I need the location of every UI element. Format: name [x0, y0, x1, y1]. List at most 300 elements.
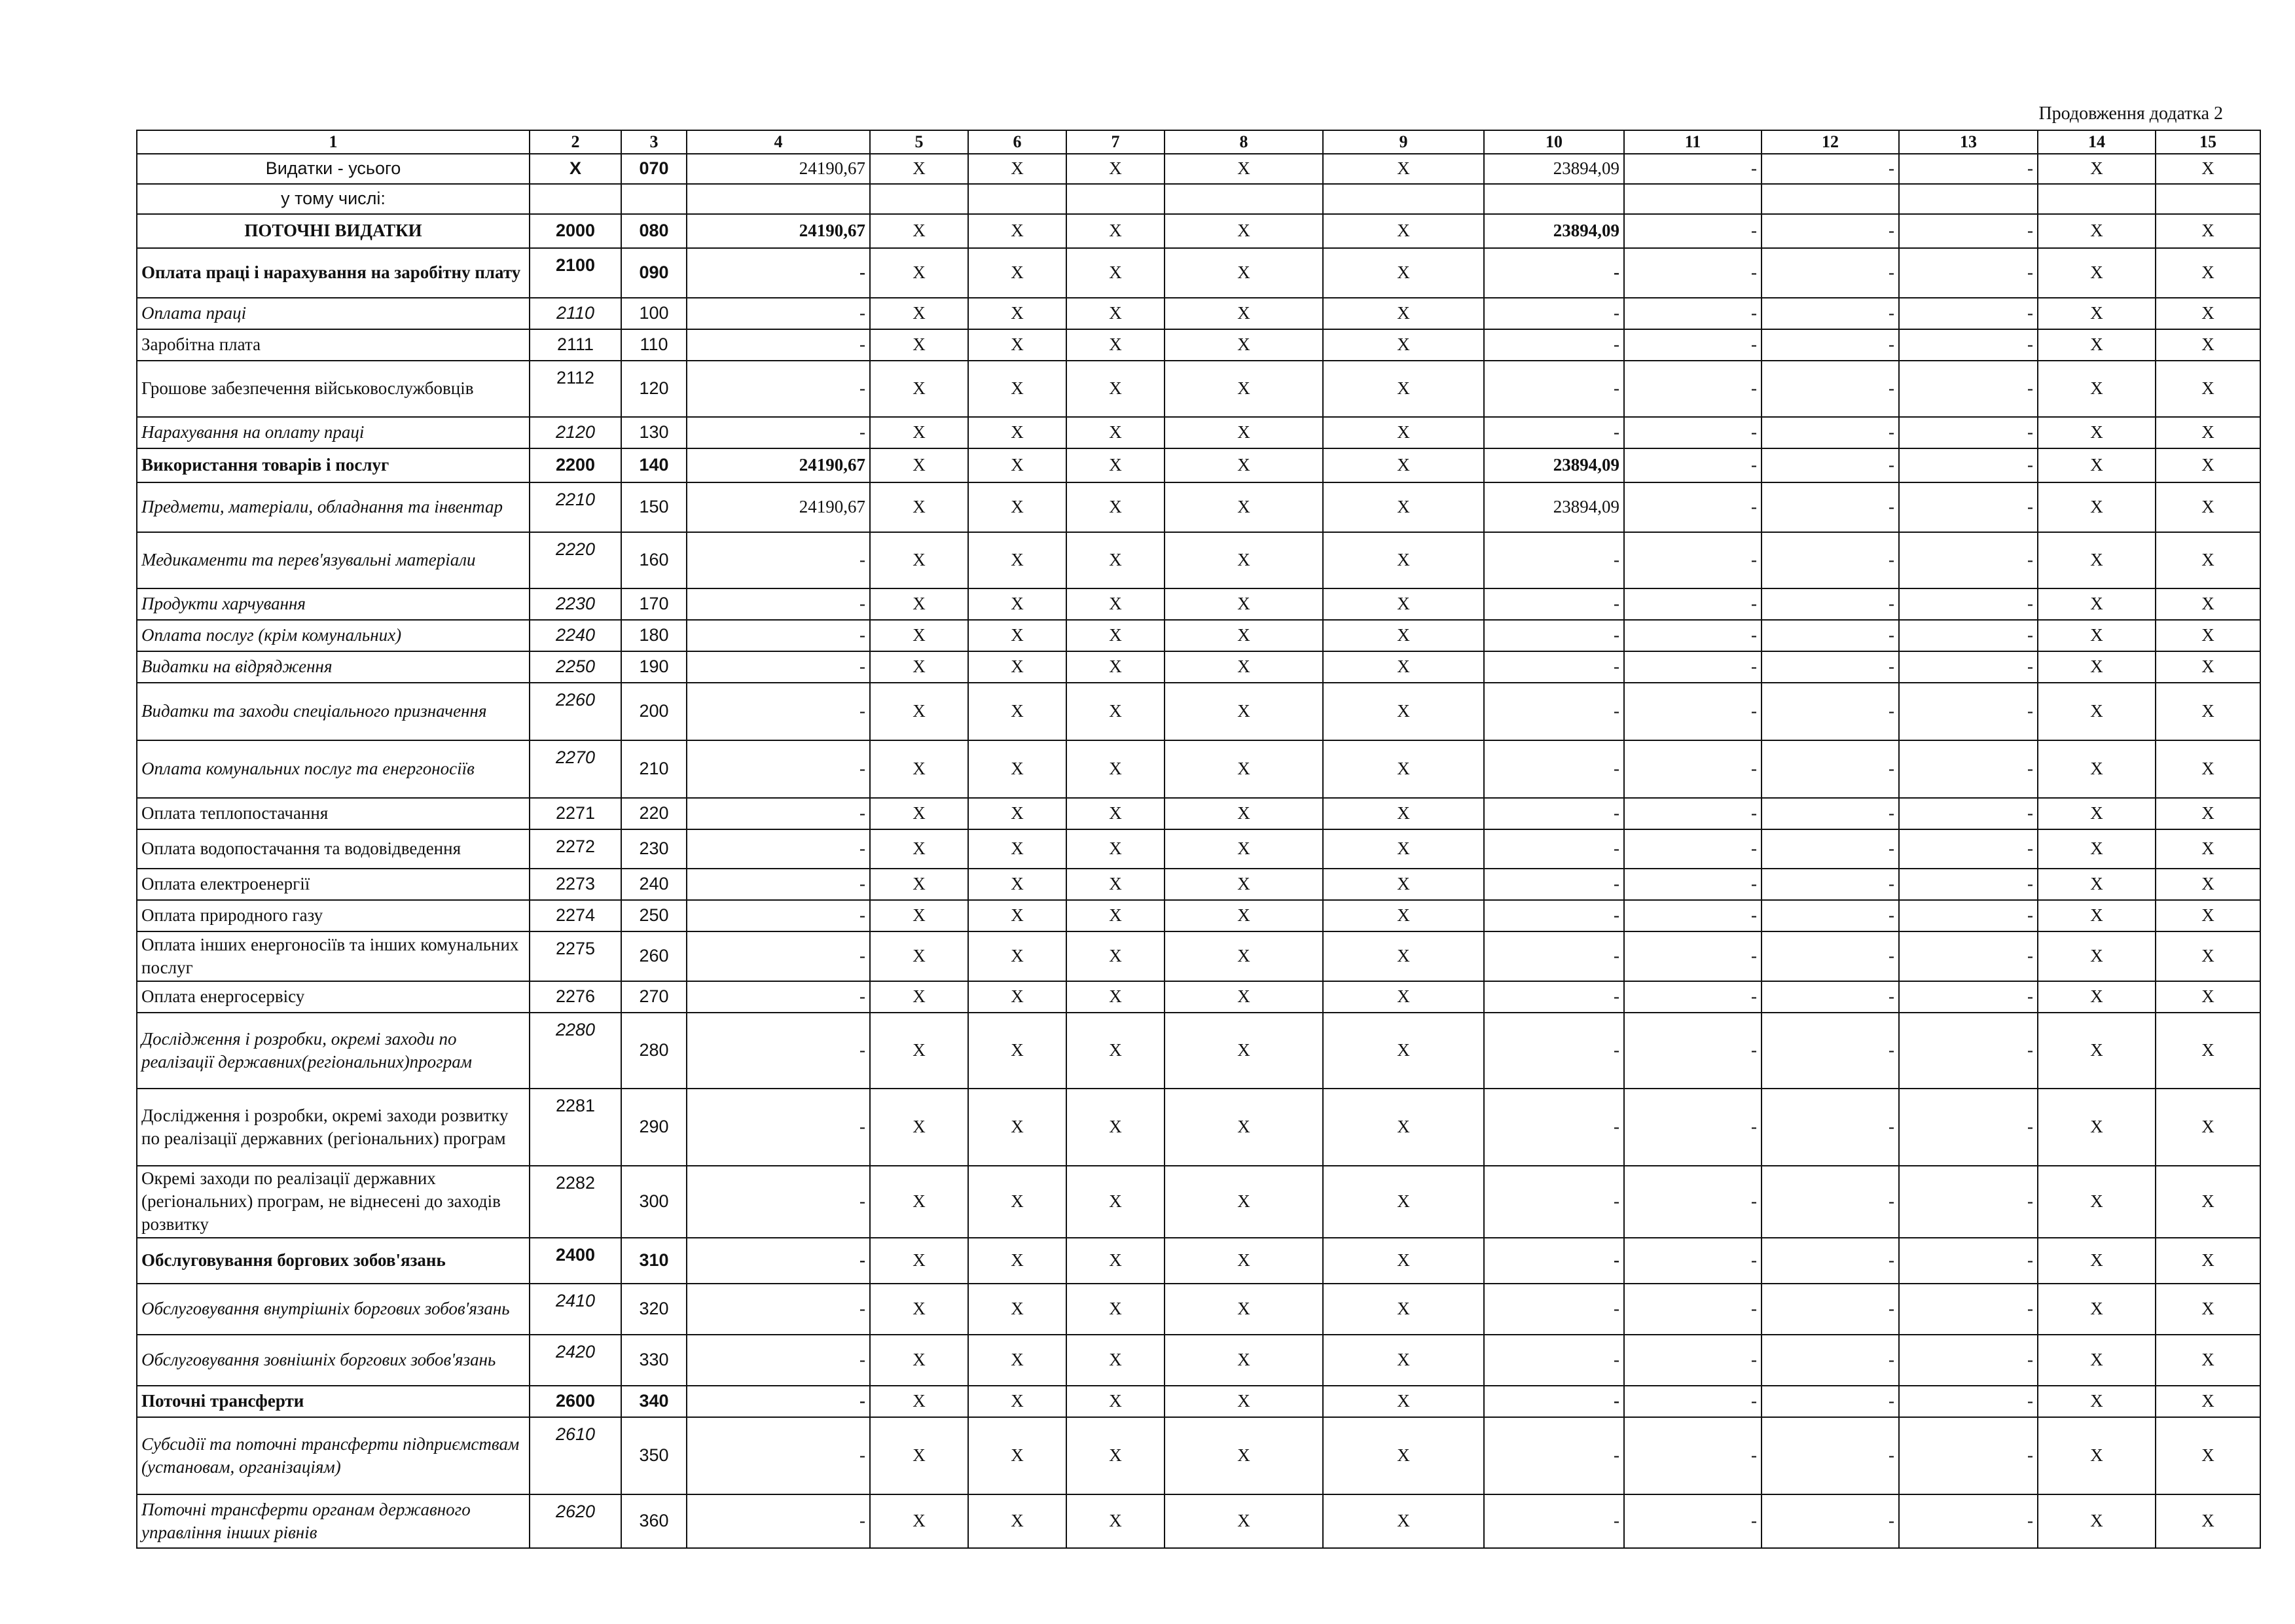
line-code: 190: [621, 651, 687, 683]
value-col-5: Х: [870, 1494, 968, 1548]
value-col-9: Х: [1323, 1166, 1484, 1238]
value-col-9: Х: [1323, 829, 1484, 869]
line-code: 200: [621, 683, 687, 740]
kekv-code: 2281: [530, 1089, 621, 1166]
kekv-code: 2111: [530, 329, 621, 361]
value-col-10: -: [1484, 1417, 1624, 1494]
value-col-8: Х: [1165, 1335, 1323, 1386]
value-col-15: Х: [2156, 981, 2260, 1013]
value-col-14: Х: [2038, 448, 2156, 482]
value-col-9: Х: [1323, 900, 1484, 931]
value-col-12: -: [1762, 620, 1899, 651]
value-col-13: -: [1899, 1284, 2038, 1335]
value-col-14: Х: [2038, 869, 2156, 900]
column-number-10: 10: [1484, 130, 1624, 154]
value-col-6: Х: [968, 214, 1066, 248]
value-col-10: 23894,09: [1484, 214, 1624, 248]
value-col-8: Х: [1165, 900, 1323, 931]
value-col-14: Х: [2038, 588, 2156, 620]
value-col-6: Х: [968, 361, 1066, 417]
value-col-14: Х: [2038, 683, 2156, 740]
value-col-10: 23894,09: [1484, 154, 1624, 184]
column-number-4: 4: [687, 130, 870, 154]
value-col-7: Х: [1066, 329, 1165, 361]
column-number-row: [137, 130, 2260, 154]
value-col-10: [1484, 184, 1624, 214]
value-col-10: -: [1484, 248, 1624, 298]
value-col-9: Х: [1323, 482, 1484, 532]
value-col-7: Х: [1066, 1166, 1165, 1238]
value-col-10: -: [1484, 683, 1624, 740]
value-col-9: Х: [1323, 981, 1484, 1013]
value-col-9: Х: [1323, 1238, 1484, 1284]
kekv-code: 2600: [530, 1386, 621, 1417]
value-col-6: Х: [968, 1089, 1066, 1166]
value-col-7: Х: [1066, 931, 1165, 981]
value-col-4: -: [687, 417, 870, 448]
value-col-13: -: [1899, 1013, 2038, 1089]
value-col-14: Х: [2038, 482, 2156, 532]
value-col-6: Х: [968, 448, 1066, 482]
row-label: Дослідження і розробки, окремі заходи розвитку по реалізації державних (регіональних) програм: [137, 1089, 530, 1166]
value-col-15: Х: [2156, 740, 2260, 798]
value-col-13: -: [1899, 1089, 2038, 1166]
value-col-7: Х: [1066, 620, 1165, 651]
value-col-10: -: [1484, 651, 1624, 683]
value-col-14: Х: [2038, 1166, 2156, 1238]
value-col-9: Х: [1323, 798, 1484, 829]
value-col-14: Х: [2038, 532, 2156, 588]
value-col-10: -: [1484, 361, 1624, 417]
value-col-6: Х: [968, 829, 1066, 869]
value-col-8: Х: [1165, 1386, 1323, 1417]
value-col-10: -: [1484, 329, 1624, 361]
line-code: 180: [621, 620, 687, 651]
value-col-4: -: [687, 981, 870, 1013]
kekv-code: 2210: [530, 482, 621, 532]
row-label: Оплата комунальних послуг та енергоносіїв: [137, 740, 530, 798]
value-col-4: -: [687, 683, 870, 740]
value-col-9: Х: [1323, 1335, 1484, 1386]
value-col-10: -: [1484, 1386, 1624, 1417]
row-label: Оплата природного газу: [137, 900, 530, 931]
value-col-5: Х: [870, 1417, 968, 1494]
value-col-11: -: [1624, 154, 1762, 184]
value-col-10: 23894,09: [1484, 448, 1624, 482]
value-col-5: Х: [870, 329, 968, 361]
row-label: Медикаменти та перев'язувальні матеріали: [137, 532, 530, 588]
value-col-8: Х: [1165, 931, 1323, 981]
value-col-15: Х: [2156, 154, 2260, 184]
value-col-15: Х: [2156, 1238, 2260, 1284]
value-col-7: Х: [1066, 248, 1165, 298]
value-col-8: Х: [1165, 298, 1323, 329]
continuation-caption: Продовження додатка 2: [2038, 103, 2223, 124]
value-col-6: Х: [968, 931, 1066, 981]
value-col-12: -: [1762, 1335, 1899, 1386]
value-col-9: Х: [1323, 1417, 1484, 1494]
row-label: Нарахування на оплату праці: [137, 417, 530, 448]
value-col-5: Х: [870, 981, 968, 1013]
value-col-5: Х: [870, 931, 968, 981]
value-col-7: Х: [1066, 798, 1165, 829]
value-col-14: Х: [2038, 740, 2156, 798]
value-col-12: -: [1762, 532, 1899, 588]
table-row: [137, 448, 2260, 482]
value-col-5: Х: [870, 1386, 968, 1417]
kekv-code: 2112: [530, 361, 621, 417]
line-code: 070: [621, 154, 687, 184]
value-col-13: -: [1899, 869, 2038, 900]
value-col-5: Х: [870, 798, 968, 829]
line-code: 090: [621, 248, 687, 298]
value-col-7: Х: [1066, 482, 1165, 532]
value-col-7: Х: [1066, 361, 1165, 417]
value-col-5: Х: [870, 1238, 968, 1284]
line-code: 240: [621, 869, 687, 900]
row-label: Оплата електроенергії: [137, 869, 530, 900]
value-col-4: -: [687, 1494, 870, 1548]
value-col-7: Х: [1066, 1089, 1165, 1166]
kekv-code: 2420: [530, 1335, 621, 1386]
table-row: [137, 588, 2260, 620]
value-col-14: Х: [2038, 154, 2156, 184]
value-col-14: Х: [2038, 829, 2156, 869]
value-col-13: -: [1899, 361, 2038, 417]
value-col-6: Х: [968, 683, 1066, 740]
line-code: 250: [621, 900, 687, 931]
value-col-11: -: [1624, 931, 1762, 981]
value-col-4: -: [687, 298, 870, 329]
value-col-7: Х: [1066, 1417, 1165, 1494]
value-col-12: -: [1762, 417, 1899, 448]
value-col-6: Х: [968, 1417, 1066, 1494]
column-number-12: 12: [1762, 130, 1899, 154]
line-code: 330: [621, 1335, 687, 1386]
value-col-13: -: [1899, 740, 2038, 798]
value-col-8: Х: [1165, 1494, 1323, 1548]
value-col-12: -: [1762, 683, 1899, 740]
line-code: 300: [621, 1166, 687, 1238]
value-col-12: -: [1762, 154, 1899, 184]
value-col-4: -: [687, 931, 870, 981]
value-col-10: -: [1484, 1013, 1624, 1089]
line-code: 310: [621, 1238, 687, 1284]
value-col-12: -: [1762, 1166, 1899, 1238]
value-col-8: Х: [1165, 532, 1323, 588]
table-row: [137, 1166, 2260, 1238]
value-col-13: -: [1899, 448, 2038, 482]
kekv-code: 2274: [530, 900, 621, 931]
value-col-14: Х: [2038, 1386, 2156, 1417]
kekv-code: 2610: [530, 1417, 621, 1494]
value-col-6: Х: [968, 417, 1066, 448]
kekv-code: [530, 184, 621, 214]
value-col-4: -: [687, 620, 870, 651]
value-col-15: Х: [2156, 1166, 2260, 1238]
value-col-8: Х: [1165, 1238, 1323, 1284]
value-col-10: -: [1484, 588, 1624, 620]
value-col-4: -: [687, 1238, 870, 1284]
value-col-5: Х: [870, 588, 968, 620]
value-col-11: -: [1624, 1284, 1762, 1335]
value-col-5: Х: [870, 448, 968, 482]
row-label: у тому числі:: [137, 184, 530, 214]
row-label: Оплата водопостачання та водовідведення: [137, 829, 530, 869]
value-col-6: Х: [968, 248, 1066, 298]
value-col-11: -: [1624, 981, 1762, 1013]
kekv-code: 2220: [530, 532, 621, 588]
value-col-9: Х: [1323, 869, 1484, 900]
value-col-8: [1165, 184, 1323, 214]
value-col-11: -: [1624, 1238, 1762, 1284]
value-col-9: Х: [1323, 931, 1484, 981]
value-col-8: Х: [1165, 1284, 1323, 1335]
value-col-6: Х: [968, 588, 1066, 620]
line-code: 220: [621, 798, 687, 829]
row-label: Субсидії та поточні трансферти підприємствам (установам, організаціям): [137, 1417, 530, 1494]
table-row: [137, 931, 2260, 981]
value-col-6: Х: [968, 154, 1066, 184]
row-label: Грошове забезпечення військовослужбовців: [137, 361, 530, 417]
value-col-4: -: [687, 1335, 870, 1386]
kekv-code: 2230: [530, 588, 621, 620]
value-col-9: Х: [1323, 329, 1484, 361]
table-row: [137, 740, 2260, 798]
value-col-11: -: [1624, 298, 1762, 329]
kekv-code: 2275: [530, 931, 621, 981]
value-col-10: -: [1484, 1238, 1624, 1284]
value-col-12: -: [1762, 1284, 1899, 1335]
value-col-7: Х: [1066, 298, 1165, 329]
value-col-11: -: [1624, 740, 1762, 798]
table-row: [137, 1386, 2260, 1417]
kekv-code: 2273: [530, 869, 621, 900]
value-col-13: -: [1899, 620, 2038, 651]
value-col-13: -: [1899, 1335, 2038, 1386]
row-label: Оплата праці і нарахування на заробітну плату: [137, 248, 530, 298]
row-label: Дослідження і розробки, окремі заходи по реалізації державних(регіональних)програм: [137, 1013, 530, 1089]
value-col-12: -: [1762, 981, 1899, 1013]
kekv-code: 2100: [530, 248, 621, 298]
value-col-15: [2156, 184, 2260, 214]
line-code: 170: [621, 588, 687, 620]
value-col-6: Х: [968, 1386, 1066, 1417]
value-col-12: -: [1762, 1494, 1899, 1548]
value-col-6: Х: [968, 651, 1066, 683]
value-col-9: Х: [1323, 651, 1484, 683]
kekv-code: 2120: [530, 417, 621, 448]
value-col-14: Х: [2038, 361, 2156, 417]
value-col-12: -: [1762, 651, 1899, 683]
value-col-9: [1323, 184, 1484, 214]
value-col-15: Х: [2156, 829, 2260, 869]
table-row: [137, 900, 2260, 931]
value-col-9: Х: [1323, 740, 1484, 798]
value-col-9: Х: [1323, 588, 1484, 620]
value-col-10: -: [1484, 532, 1624, 588]
value-col-4: -: [687, 1284, 870, 1335]
kekv-code: 2271: [530, 798, 621, 829]
value-col-6: Х: [968, 900, 1066, 931]
value-col-14: Х: [2038, 248, 2156, 298]
value-col-4: -: [687, 248, 870, 298]
table-row: [137, 1417, 2260, 1494]
value-col-5: Х: [870, 532, 968, 588]
value-col-13: -: [1899, 1494, 2038, 1548]
value-col-15: Х: [2156, 248, 2260, 298]
value-col-13: -: [1899, 931, 2038, 981]
value-col-5: Х: [870, 417, 968, 448]
value-col-15: Х: [2156, 298, 2260, 329]
row-label: ПОТОЧНІ ВИДАТКИ: [137, 214, 530, 248]
value-col-11: -: [1624, 1494, 1762, 1548]
value-col-10: -: [1484, 620, 1624, 651]
value-col-15: Х: [2156, 620, 2260, 651]
value-col-14: Х: [2038, 798, 2156, 829]
value-col-9: Х: [1323, 532, 1484, 588]
value-col-9: Х: [1323, 361, 1484, 417]
value-col-12: -: [1762, 1089, 1899, 1166]
value-col-14: [2038, 184, 2156, 214]
value-col-15: Х: [2156, 1089, 2260, 1166]
column-number-3: 3: [621, 130, 687, 154]
row-label: Видатки на відрядження: [137, 651, 530, 683]
line-code: 230: [621, 829, 687, 869]
value-col-14: Х: [2038, 298, 2156, 329]
value-col-4: -: [687, 798, 870, 829]
value-col-11: -: [1624, 869, 1762, 900]
value-col-12: -: [1762, 298, 1899, 329]
row-label: Поточні трансферти: [137, 1386, 530, 1417]
value-col-10: -: [1484, 798, 1624, 829]
value-col-5: Х: [870, 298, 968, 329]
value-col-8: Х: [1165, 588, 1323, 620]
row-label: Окремі заходи по реалізації державних (регіональних) програм, не віднесені до заходів розвитку: [137, 1166, 530, 1238]
table-row: [137, 981, 2260, 1013]
value-col-9: Х: [1323, 448, 1484, 482]
value-col-11: -: [1624, 651, 1762, 683]
value-col-12: -: [1762, 329, 1899, 361]
value-col-7: Х: [1066, 154, 1165, 184]
value-col-11: -: [1624, 1089, 1762, 1166]
column-number-2: 2: [530, 130, 621, 154]
value-col-15: Х: [2156, 361, 2260, 417]
row-label: Продукти харчування: [137, 588, 530, 620]
value-col-5: Х: [870, 361, 968, 417]
value-col-9: Х: [1323, 154, 1484, 184]
value-col-6: Х: [968, 740, 1066, 798]
row-label: Обслуговування боргових зобов'язань: [137, 1238, 530, 1284]
line-code: 320: [621, 1284, 687, 1335]
value-col-11: -: [1624, 829, 1762, 869]
column-number-14: 14: [2038, 130, 2156, 154]
table-row: [137, 482, 2260, 532]
table-row: [137, 683, 2260, 740]
line-code: 210: [621, 740, 687, 798]
kekv-code: 2276: [530, 981, 621, 1013]
value-col-15: Х: [2156, 1417, 2260, 1494]
value-col-4: -: [687, 740, 870, 798]
value-col-13: -: [1899, 1238, 2038, 1284]
column-number-15: 15: [2156, 130, 2260, 154]
value-col-7: Х: [1066, 651, 1165, 683]
value-col-10: -: [1484, 1494, 1624, 1548]
value-col-5: Х: [870, 740, 968, 798]
value-col-6: Х: [968, 298, 1066, 329]
value-col-6: Х: [968, 1238, 1066, 1284]
value-col-8: Х: [1165, 448, 1323, 482]
value-col-14: Х: [2038, 1284, 2156, 1335]
value-col-11: -: [1624, 620, 1762, 651]
row-label: Обслуговування внутрішніх боргових зобов'язань: [137, 1284, 530, 1335]
line-code: 150: [621, 482, 687, 532]
table-row: [137, 1284, 2260, 1335]
value-col-12: -: [1762, 214, 1899, 248]
value-col-6: Х: [968, 1013, 1066, 1089]
value-col-15: Х: [2156, 482, 2260, 532]
value-col-8: Х: [1165, 1166, 1323, 1238]
value-col-4: -: [687, 869, 870, 900]
value-col-5: Х: [870, 829, 968, 869]
value-col-5: Х: [870, 1013, 968, 1089]
value-col-7: Х: [1066, 981, 1165, 1013]
value-col-11: -: [1624, 417, 1762, 448]
column-number-9: 9: [1323, 130, 1484, 154]
value-col-12: -: [1762, 1238, 1899, 1284]
value-col-7: Х: [1066, 869, 1165, 900]
value-col-8: Х: [1165, 740, 1323, 798]
kekv-code: 2240: [530, 620, 621, 651]
row-label: Оплата інших енергоносіїв та інших комунальних послуг: [137, 931, 530, 981]
value-col-13: -: [1899, 532, 2038, 588]
table-row: [137, 869, 2260, 900]
value-col-4: -: [687, 1417, 870, 1494]
value-col-14: Х: [2038, 1013, 2156, 1089]
value-col-11: -: [1624, 482, 1762, 532]
value-col-15: Х: [2156, 329, 2260, 361]
value-col-5: Х: [870, 1284, 968, 1335]
value-col-6: Х: [968, 482, 1066, 532]
value-col-9: Х: [1323, 417, 1484, 448]
value-col-15: Х: [2156, 214, 2260, 248]
row-label: Видатки та заходи спеціального призначення: [137, 683, 530, 740]
value-col-11: -: [1624, 248, 1762, 298]
value-col-10: -: [1484, 417, 1624, 448]
value-col-10: -: [1484, 1284, 1624, 1335]
value-col-12: -: [1762, 869, 1899, 900]
table-row: [137, 1089, 2260, 1166]
value-col-15: Х: [2156, 651, 2260, 683]
value-col-13: -: [1899, 298, 2038, 329]
value-col-4: -: [687, 588, 870, 620]
kekv-code: 2272: [530, 829, 621, 869]
value-col-8: Х: [1165, 482, 1323, 532]
value-col-8: Х: [1165, 620, 1323, 651]
value-col-9: Х: [1323, 1494, 1484, 1548]
value-col-10: -: [1484, 1335, 1624, 1386]
value-col-13: -: [1899, 981, 2038, 1013]
column-number-8: 8: [1165, 130, 1323, 154]
value-col-8: Х: [1165, 214, 1323, 248]
table-row: [137, 417, 2260, 448]
value-col-13: -: [1899, 651, 2038, 683]
value-col-10: -: [1484, 1166, 1624, 1238]
kekv-code: 2000: [530, 214, 621, 248]
value-col-15: Х: [2156, 417, 2260, 448]
value-col-11: -: [1624, 1335, 1762, 1386]
value-col-5: Х: [870, 651, 968, 683]
